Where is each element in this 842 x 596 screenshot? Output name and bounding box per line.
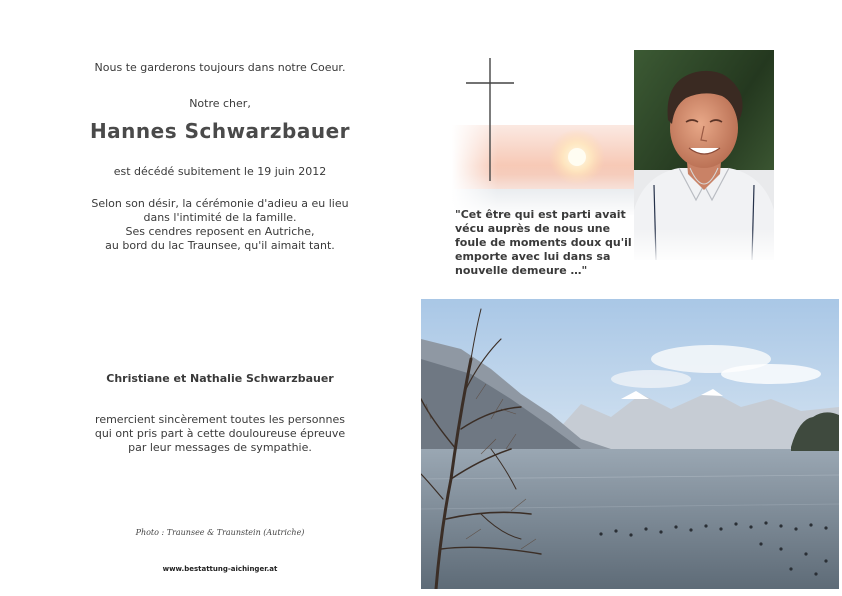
cross-icon	[460, 58, 520, 183]
quote-line: "Cet être qui est parti avait	[455, 208, 626, 221]
quote-line: vécu auprès de nous une	[455, 222, 611, 235]
intro-text: Nous te garderons toujours dans notre Coeur.	[94, 61, 346, 74]
quote-line: nouvelle demeure …"	[455, 264, 588, 277]
thanks-line: par leur messages de sympathie.	[128, 441, 312, 454]
photo-credit: Photo : Traunsee & Traunstein (Autriche)	[135, 528, 305, 537]
thanks-line: remercient sincèrement toutes les personnes	[95, 413, 345, 426]
death-notice: est décédé subitement le 19 juin 2012	[113, 165, 327, 178]
quote-line: foule de moments doux qu'il	[455, 236, 632, 249]
ceremony-paragraph	[40, 197, 400, 253]
family-names: Christiane et Nathalie Schwarzbauer	[106, 372, 334, 385]
ceremony-line: dans l'intimité de la famille.	[143, 211, 297, 224]
quote-block	[455, 208, 645, 278]
quote-line: emporte avec lui dans sa	[455, 250, 611, 263]
lake-landscape-image	[421, 299, 839, 589]
thanks-line: qui ont pris part à cette douloureuse épreuve	[94, 427, 346, 440]
salutation: Notre cher,	[189, 97, 251, 110]
ceremony-line: Selon son désir, la cérémonie d'adieu a eu lieu	[91, 197, 349, 210]
portrait-photo	[634, 50, 774, 260]
deceased-name: Hannes Schwarzbauer	[89, 119, 351, 143]
website-link[interactable]: www.bestattung-aichinger.at	[162, 565, 278, 573]
ceremony-line: au bord du lac Traunsee, qu'il aimait tant.	[105, 239, 335, 252]
thanks-paragraph	[40, 413, 400, 455]
ceremony-line: Ses cendres reposent en Autriche,	[125, 225, 315, 238]
